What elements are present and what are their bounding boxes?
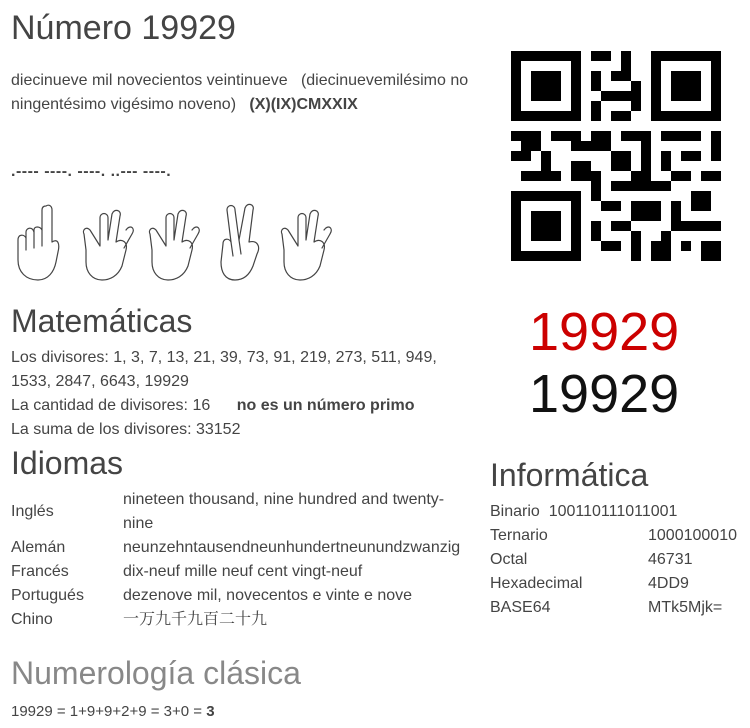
computing-table xyxy=(490,524,737,620)
language-row xyxy=(11,584,463,608)
computing-value: 1000100010 xyxy=(648,527,737,544)
computing-label: Hexadecimal xyxy=(490,575,583,592)
languages-table xyxy=(11,488,463,632)
language-text: dix-neuf mille neuf cent vingt-neuf xyxy=(123,563,363,580)
morse-code: .---- ----. ----. ..--- ----. xyxy=(11,163,172,180)
divisors-list: Los divisores: 1, 3, 7, 13, 21, 39, 73, 91, 219, 273, 511, 949, 1533, 2847, 6643, 19929 xyxy=(11,349,437,390)
numerology-heading: Numerología clásica xyxy=(11,655,301,691)
computing-label: Ternario xyxy=(490,527,548,544)
math-section xyxy=(11,346,451,442)
divisor-sum: La suma de los divisores: 33152 xyxy=(11,421,241,438)
language-text: 一万九千九百二十九 xyxy=(123,611,268,628)
computing-heading: Informática xyxy=(490,457,649,493)
language-name: Chino xyxy=(11,611,53,628)
binary-row xyxy=(490,500,677,524)
binary-label: Binario xyxy=(490,503,540,520)
language-row xyxy=(11,488,463,536)
qr-code-icon xyxy=(511,51,721,261)
computing-value: MTk5Mjk= xyxy=(648,599,723,616)
finger-counting-hands-icon xyxy=(12,200,337,285)
computing-label: BASE64 xyxy=(490,599,551,616)
computing-row xyxy=(490,572,737,596)
big-number-black: 19929 xyxy=(529,364,680,424)
language-name: Alemán xyxy=(11,539,66,556)
numerology-result: 3 xyxy=(206,703,215,720)
binary-value: 100110111011001 xyxy=(548,503,678,520)
numerology-formula: 19929 = 1+9+9+2+9 = 3+0 = xyxy=(11,703,207,720)
computing-row xyxy=(490,524,737,548)
language-name: Francés xyxy=(11,563,69,580)
language-name: Portugués xyxy=(11,587,84,604)
language-text: dezenove mil, novecentos e vinte e nove xyxy=(123,587,413,604)
language-name: Inglés xyxy=(11,503,54,520)
page-title: Número 19929 xyxy=(11,9,236,47)
big-number-red: 19929 xyxy=(529,302,680,362)
language-text: neunzehntausendneunhundertneunundzwanzig xyxy=(123,539,461,556)
computing-row xyxy=(490,596,737,620)
language-row xyxy=(11,536,463,560)
roman-numeral: (X)(IX)CMXXIX xyxy=(249,96,358,113)
language-text: nineteen thousand, nine hundred and twenty-nine xyxy=(123,491,445,532)
computing-label: Octal xyxy=(490,551,528,568)
divisor-count-row xyxy=(11,394,451,418)
math-heading: Matemáticas xyxy=(11,303,193,339)
ordinal-text: (diecinuevemilésimo no ningentésimo vigésimo noveno) xyxy=(11,72,469,113)
numerology-formula-row xyxy=(11,700,215,724)
computing-row xyxy=(490,548,737,572)
computing-value: 4DD9 xyxy=(648,575,689,592)
prime-status: no es un número primo xyxy=(236,397,415,414)
language-row xyxy=(11,608,463,632)
languages-heading: Idiomas xyxy=(11,445,124,481)
computing-value: 46731 xyxy=(648,551,693,568)
language-row xyxy=(11,560,463,584)
number-spelling xyxy=(11,69,476,117)
spelling-text: diecinueve mil novecientos veintinueve xyxy=(11,72,288,89)
divisor-count: La cantidad de divisores: 16 xyxy=(11,397,211,414)
